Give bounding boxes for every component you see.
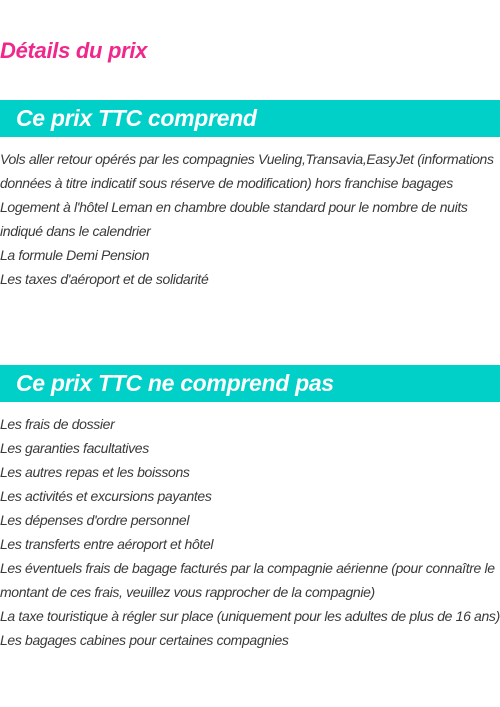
excluded-items-list — [0, 412, 500, 652]
included-item-hotel: Logement à l'hôtel Leman en chambre double standard pour le nombre de nuits indiqué dans le calendrier — [0, 199, 468, 239]
excluded-item-personal-expenses: Les dépenses d'ordre personnel — [0, 512, 190, 528]
excluded-item-other-meals: Les autres repas et les boissons — [0, 464, 190, 480]
excluded-item-optional-insurance: Les garanties facultatives — [0, 440, 149, 456]
excluded-item-baggage-fees: Les éventuels frais de bagage facturés par la compagnie aérienne (pour connaître le montant de ces frais, veuillez vous rapprocher de la compagnie) — [0, 560, 495, 600]
included-item-taxes: Les taxes d'aéroport et de solidarité — [0, 271, 209, 287]
included-item-half-board: La formule Demi Pension — [0, 247, 150, 263]
excluded-item-cabin-bags: Les bagages cabines pour certaines compagnies — [0, 632, 289, 648]
excluded-item-paid-activities: Les activités et excursions payantes — [0, 488, 212, 504]
page-title: Détails du prix — [0, 38, 148, 64]
excluded-item-tourist-tax: La taxe touristique à régler sur place (uniquement pour les adultes de plus de 16 ans) — [0, 608, 500, 624]
excluded-item-transfers: Les transferts entre aéroport et hôtel — [0, 536, 214, 552]
excluded-item-booking-fees: Les frais de dossier — [0, 416, 115, 432]
included-section-heading: Ce prix TTC comprend — [0, 100, 500, 137]
included-item-flights: Vols aller retour opérés par les compagnies Vueling,Transavia,EasyJet (informations données à titre indicatif sous réserve de modification) hors franchise bagages — [0, 151, 494, 191]
included-items-list — [0, 147, 500, 291]
excluded-section-heading: Ce prix TTC ne comprend pas — [0, 365, 500, 402]
